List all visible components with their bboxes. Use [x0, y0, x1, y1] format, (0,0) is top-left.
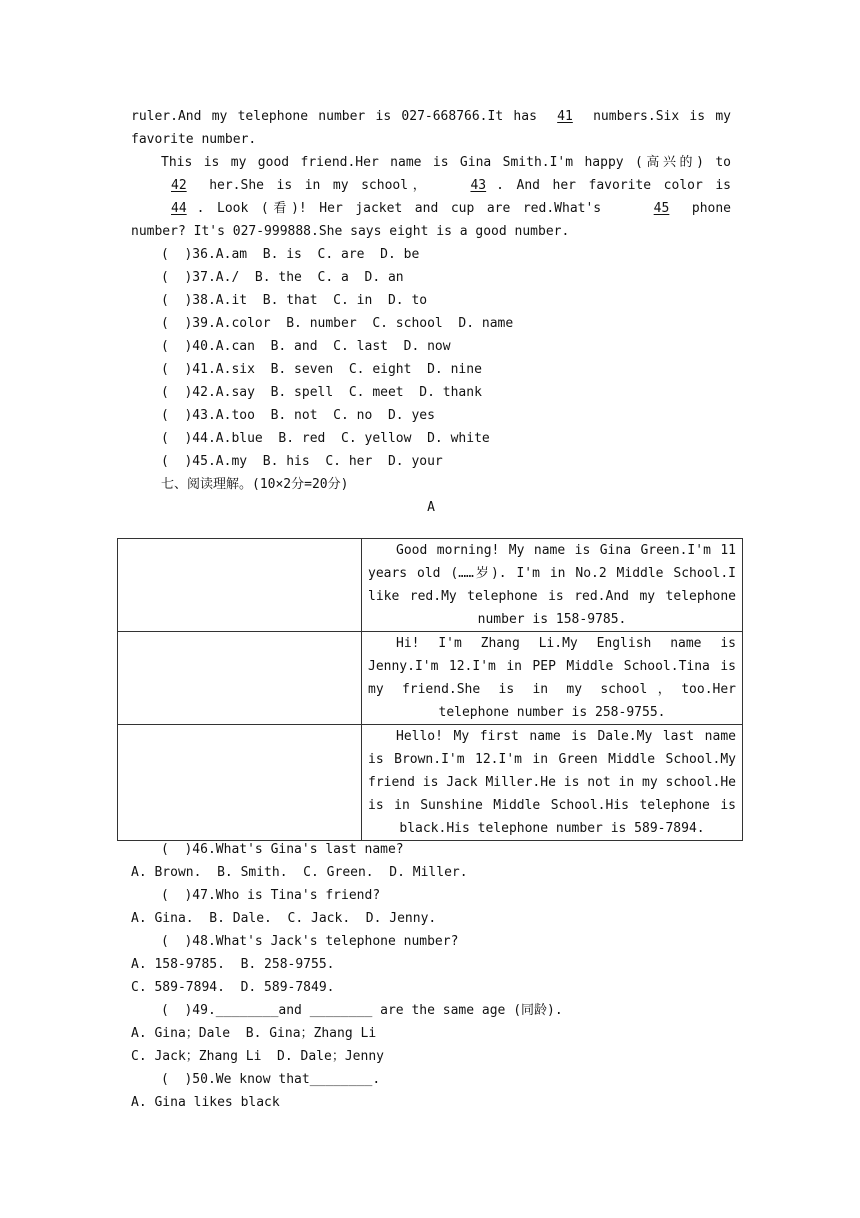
blank-41: 41	[557, 109, 573, 124]
options-49-ab: A. Gina；Dale B. Gina；Zhang Li	[131, 1026, 377, 1041]
reading-questions	[131, 838, 731, 1114]
text: phone number? It's 027-999888.She says eight is a good number.	[131, 201, 731, 239]
options-49-cd: C. Jack；Zhang Li D. Dale；Jenny	[131, 1049, 384, 1064]
blank-42: 42	[171, 178, 187, 193]
passage-dale	[362, 725, 743, 841]
question-43: ( )43.A.too B. not C. no D. yes	[161, 408, 435, 423]
reading-table	[117, 538, 743, 841]
passage-gina	[362, 539, 743, 632]
image-cell	[118, 725, 362, 841]
question-41: ( )41.A.six B. seven C. eight D. nine	[161, 362, 482, 377]
text: . And her favorite color is	[496, 178, 731, 193]
cloze-paragraph-2	[131, 151, 731, 243]
text: ruler.And my telephone number is 027-668766.It has	[131, 109, 548, 124]
question-39: ( )39.A.color B. number C. school D. name	[161, 316, 514, 331]
table-row	[118, 632, 743, 725]
question-46: ( )46.What's Gina's last name?	[161, 842, 404, 857]
question-38: ( )38.A.it B. that C. in D. to	[161, 293, 428, 308]
question-49: ( )49.________and ________ are the same age (同龄).	[161, 1003, 563, 1018]
options-48-ab: A. 158-9785. B. 258-9755.	[131, 957, 335, 972]
text: numbers.Six is my favorite number.	[131, 109, 731, 147]
question-45: ( )45.A.my B. his C. her D. your	[161, 454, 443, 469]
cloze-paragraph-1	[131, 105, 731, 151]
question-47: ( )47.Who is Tina's friend?	[161, 888, 381, 903]
question-50: ( )50.We know that________.	[161, 1072, 381, 1087]
passage-zhang-li	[362, 632, 743, 725]
blank-45: 45	[653, 201, 670, 216]
section-title: 七、阅读理解。(10×2分=20分)	[161, 477, 349, 492]
question-40: ( )40.A.can B. and C. last D. now	[161, 339, 451, 354]
blank-43: 43	[470, 178, 487, 193]
blank-44: 44	[171, 201, 187, 216]
image-cell	[118, 539, 362, 632]
passage-text: Hi! I'm Zhang Li.My English name is Jenny.I'm 12.I'm in PEP Middle School.Tina is my friend.She is in my school，too.Her telephone number is 258-9755.	[368, 636, 736, 720]
text: her.She is in my school，	[196, 178, 431, 193]
table-row	[118, 725, 743, 841]
part-label: A	[427, 500, 435, 515]
passage-text: Hello! My first name is Dale.My last name is Brown.I'm 12.I'm in Green Middle School.My friend is Jack Miller.He is not in my school.He is in Sunshine Middle School.His telephone is black.His telephone number is 589-7894.	[368, 729, 736, 836]
options-50: A. Gina likes black	[131, 1095, 280, 1110]
question-44: ( )44.A.blue B. red C. yellow D. white	[161, 431, 490, 446]
table-row	[118, 539, 743, 632]
question-48: ( )48.What's Jack's telephone number?	[161, 934, 459, 949]
cloze-section	[131, 105, 731, 519]
image-cell	[118, 632, 362, 725]
question-36: ( )36.A.am B. is C. are D. be	[161, 247, 420, 262]
options-47: A. Gina. B. Dale. C. Jack. D. Jenny.	[131, 911, 437, 926]
question-37: ( )37.A./ B. the C. a D. an	[161, 270, 404, 285]
options-48-cd: C. 589-7894. D. 589-7849.	[131, 980, 335, 995]
question-42: ( )42.A.say B. spell C. meet D. thank	[161, 385, 482, 400]
options-46: A. Brown. B. Smith. C. Green. D. Miller.	[131, 865, 468, 880]
passage-text: Good morning! My name is Gina Green.I'm 11 years old (……岁). I'm in No.2 Middle School.I like red.My telephone is red.And my telephone number is 158-9785.	[368, 543, 736, 627]
text: . Look (看)! Her jacket and cup are red.What's	[196, 201, 614, 216]
text: This is my good friend.Her name is Gina Smith.I'm happy (高兴的) to	[161, 155, 731, 170]
